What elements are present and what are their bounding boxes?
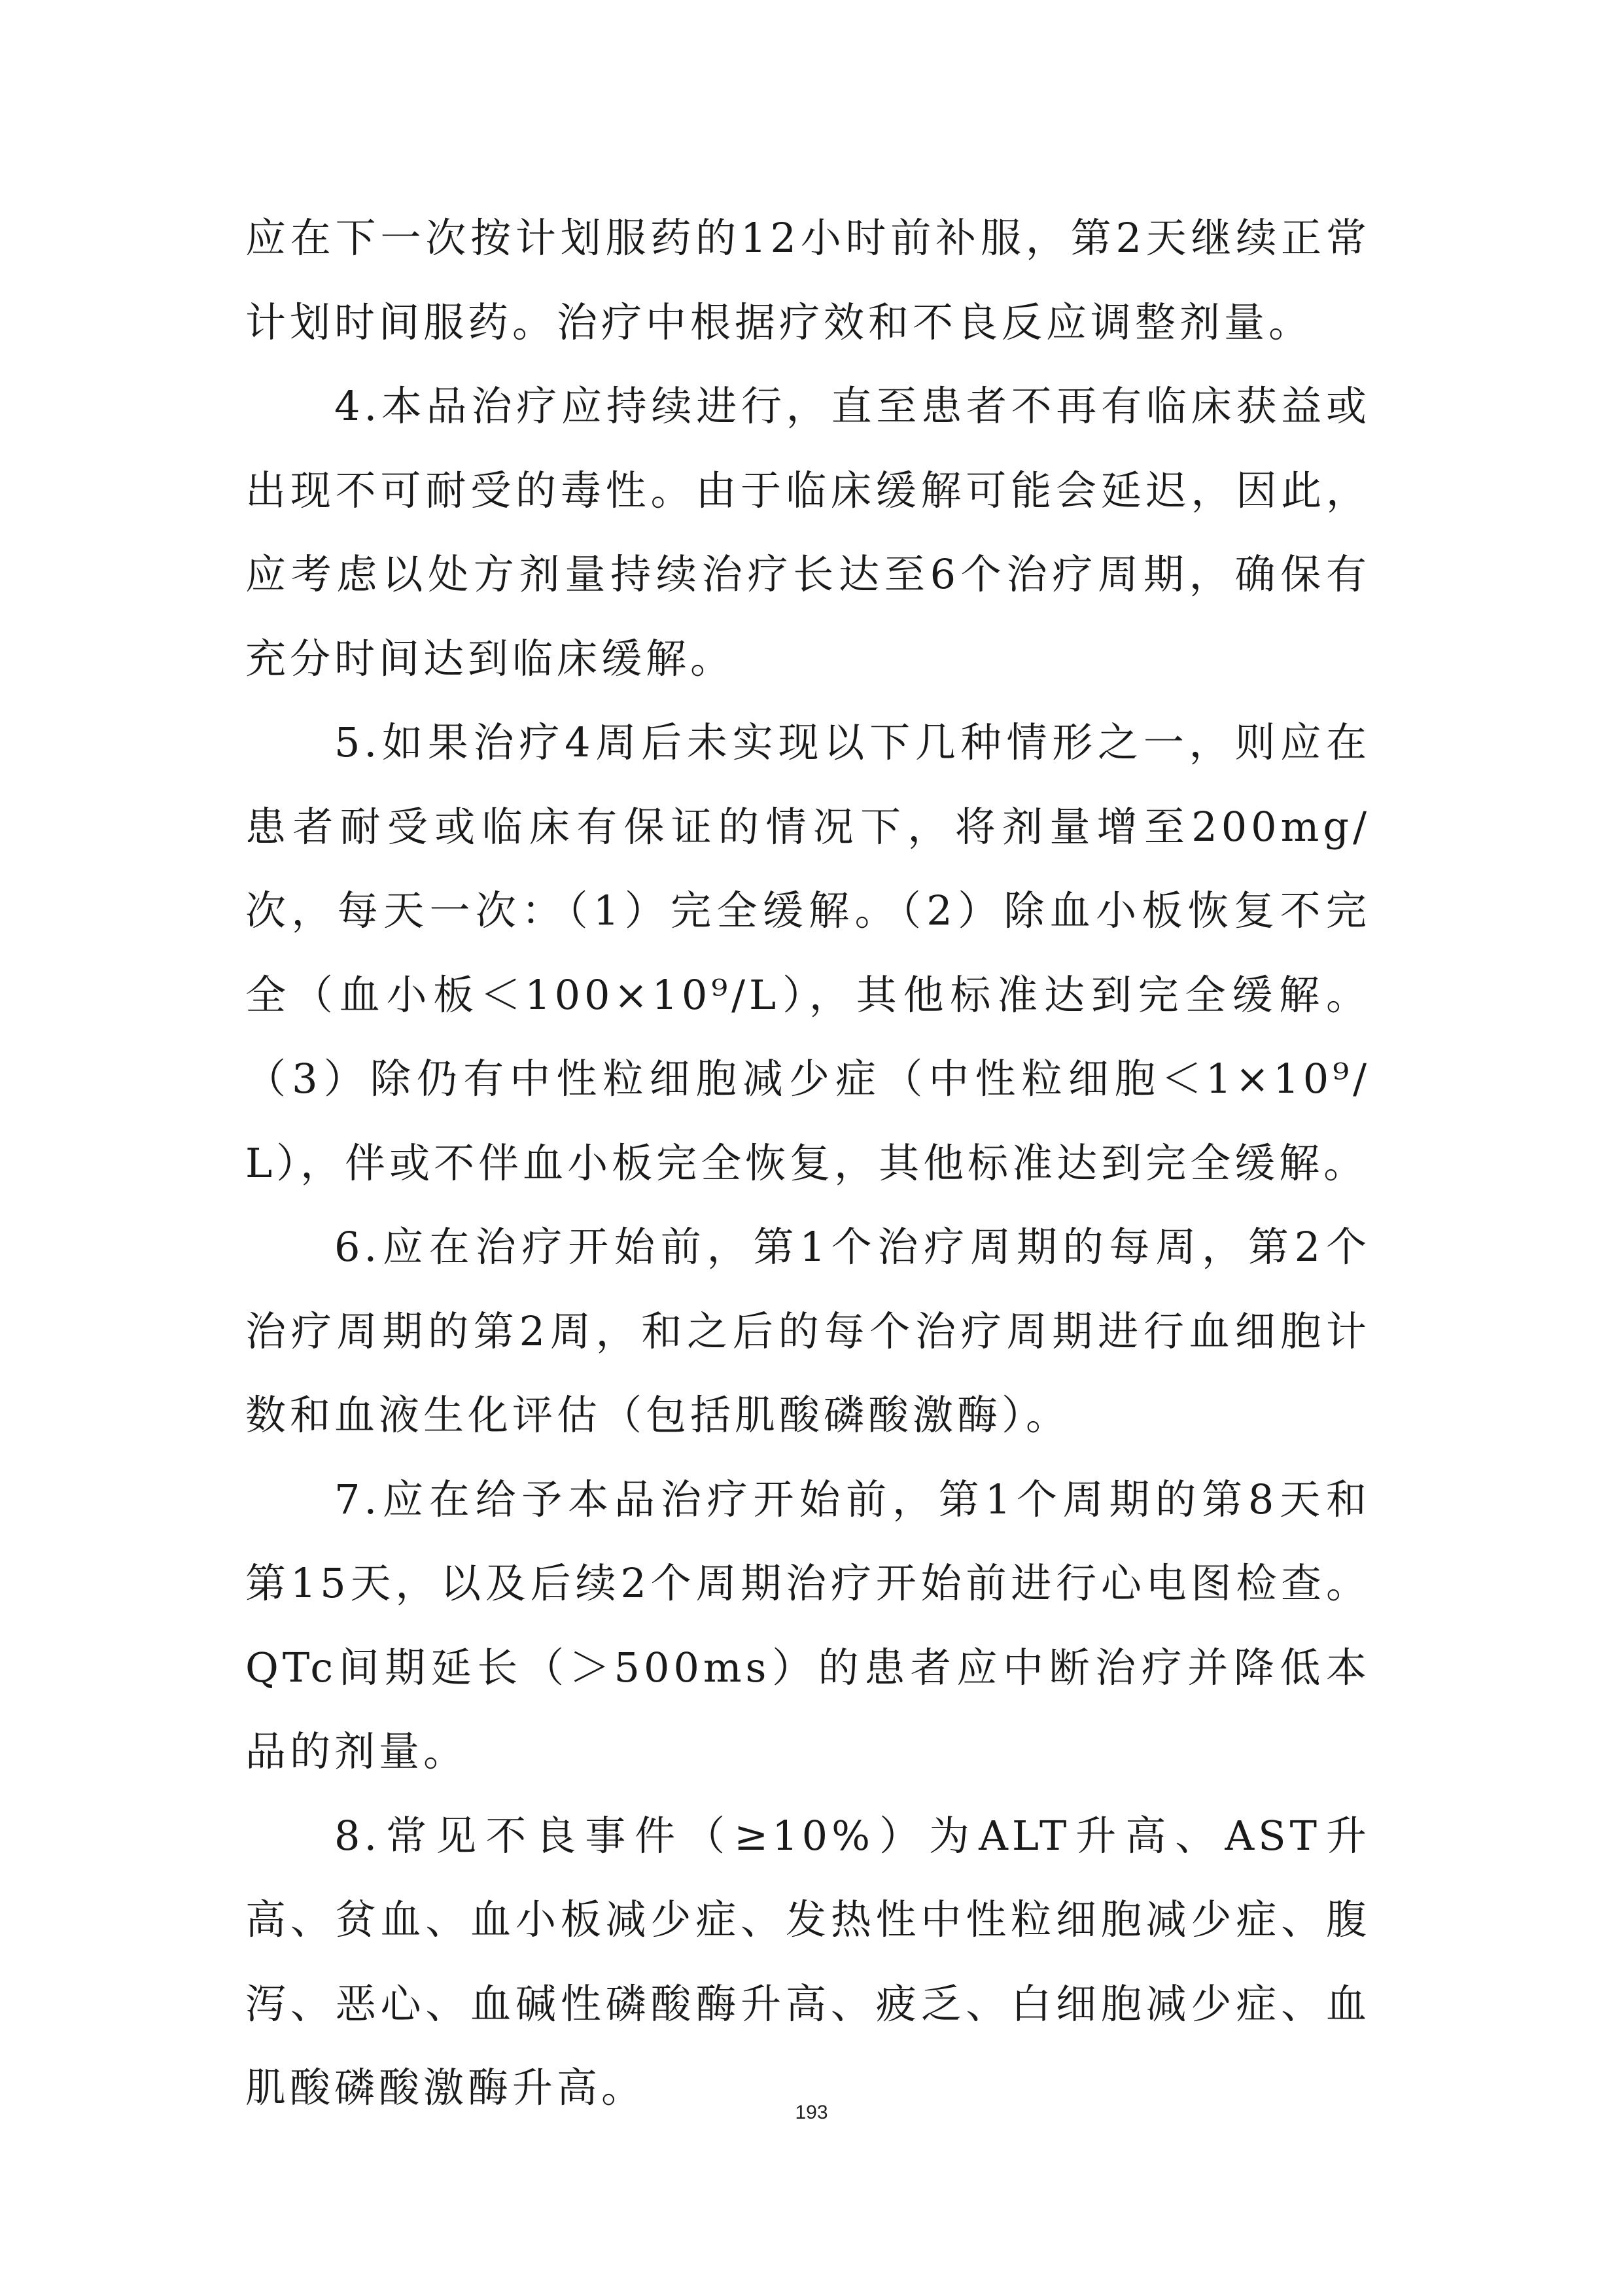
paragraph-item-6: 6.应在治疗开始前，第1个治疗周期的每周，第2个治疗周期的第2周，和之后的每个治疗周期进行血细胞计数和血液生化评估（包括肌酸磷酸激酶）。 xyxy=(245,1223,1370,1439)
body-text xyxy=(245,196,1370,2130)
paragraph-item-5: 5.如果治疗4周后未实现以下几种情形之一，则应在患者耐受或临床有保证的情况下，将剂量增至200mg/次，每天一次：（1）完全缓解。（2）除血小板恢复不完全（血小板＜100×10⁹/L），其他标准达到完全缓解。（3）除仍有中性粒细胞减少症（中性粒细胞＜1×10⁹/L），伴或不伴血小板完全恢复，其他标准达到完全缓解。 xyxy=(245,718,1370,1187)
paragraph-item-7: 7.应在给予本品治疗开始前，第1个周期的第8天和第15天，以及后续2个周期治疗开始前进行心电图检查。QTc间期延长（＞500ms）的患者应中断治疗并降低本品的剂量。 xyxy=(245,1475,1370,1775)
page-number: 193 xyxy=(795,2102,828,2123)
paragraph-item-8: 8.常见不良事件（≥10%）为ALT升高、AST升高、贫血、血小板减少症、发热性中性粒细胞减少症、腹泻、恶心、血碱性磷酸酶升高、疲乏、白细胞减少症、血肌酸磷酸激酶升高。 xyxy=(245,1811,1370,2111)
paragraph-continuation: 应在下一次按计划服药的12小时前补服，第2天继续正常计划时间服药。治疗中根据疗效和不良反应调整剂量。 xyxy=(245,214,1370,346)
paragraph-item-4: 4.本品治疗应持续进行，直至患者不再有临床获益或出现不可耐受的毒性。由于临床缓解可能会延迟，因此，应考虑以处方剂量持续治疗长达至6个治疗周期，确保有充分时间达到临床缓解。 xyxy=(245,382,1370,682)
